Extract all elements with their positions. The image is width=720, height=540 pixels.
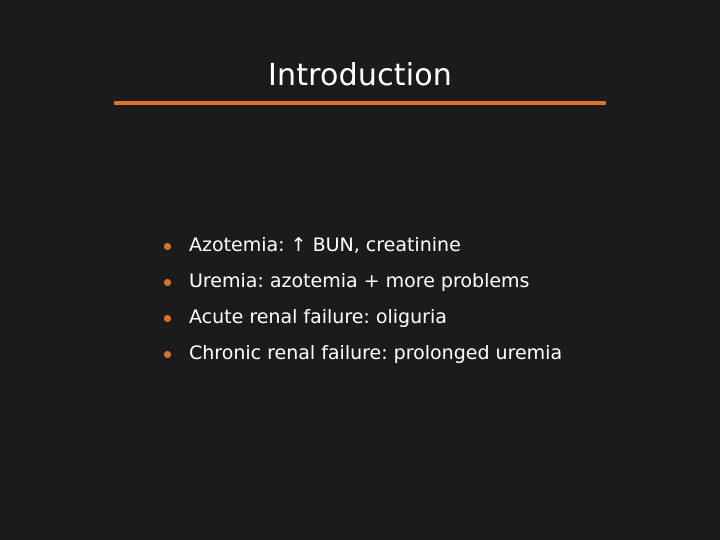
slide-title: Introduction	[267, 58, 453, 93]
bullet-text: Uremia: azotemia + more problems	[189, 270, 530, 292]
bullet-text: Chronic renal failure: prolonged uremia	[189, 342, 563, 364]
bullet-item	[164, 227, 562, 263]
bullet-text: Azotemia: ↑ BUN, creatinine	[189, 234, 461, 256]
bullet-dot-icon	[164, 243, 171, 250]
bullet-item	[164, 263, 562, 299]
bullet-dot-icon	[164, 315, 171, 322]
bullet-dot-icon	[164, 279, 171, 286]
bullet-text: Acute renal failure: oliguria	[189, 306, 447, 328]
bullet-list	[164, 227, 562, 371]
title-underline	[114, 101, 606, 105]
bullet-dot-icon	[164, 351, 171, 358]
bullet-item	[164, 335, 562, 371]
bullet-item	[164, 299, 562, 335]
